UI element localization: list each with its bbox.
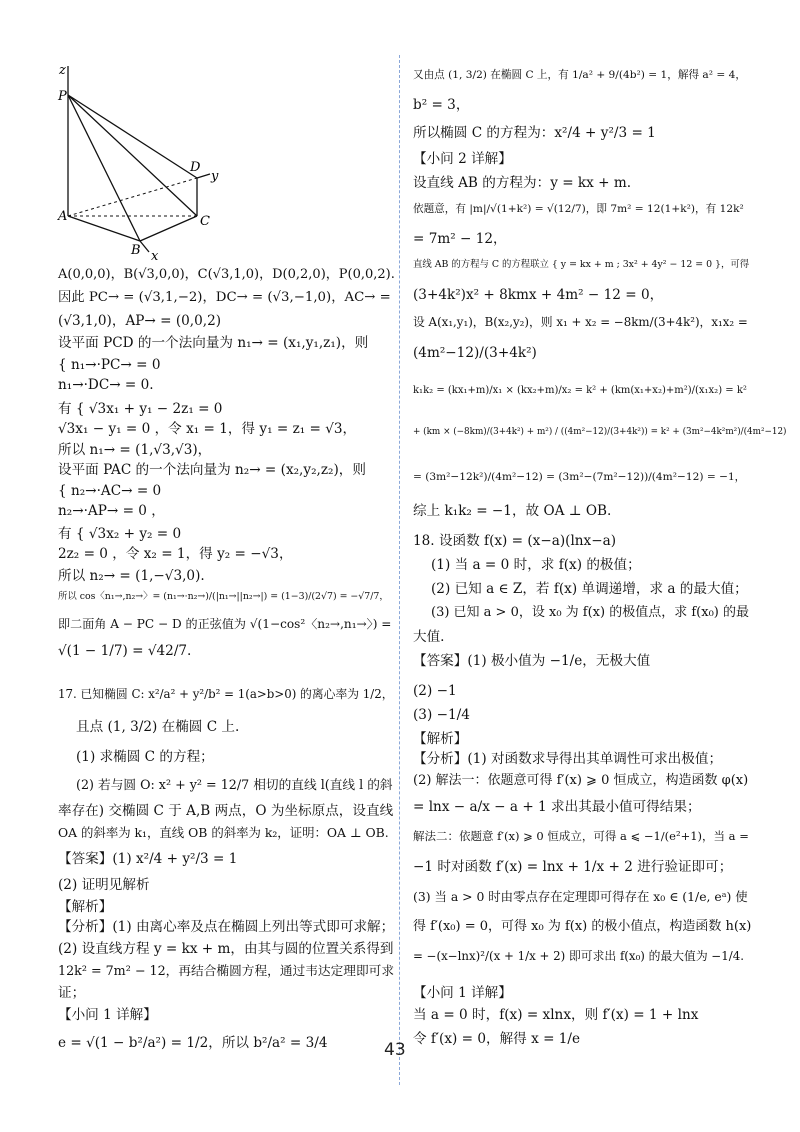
- text-line: 2z₂ = 0 ，令 x₂ = 1，得 y₂ = −√3，: [58, 546, 293, 562]
- text-line: 【小问 1 详解】: [413, 985, 512, 1001]
- text-line: e = √(1 − b²/a²) = 1/2，所以 b²/a² = 3/4: [58, 1035, 328, 1051]
- text-line: (1) 当 a = 0 时，求 f(x) 的极值；: [431, 557, 641, 573]
- label-x: x: [151, 249, 159, 263]
- text-line: 直线 AB 的方程与 C 的方程联立 { y = kx + m ; 3x² + 4y² − 12 = 0 }，可得: [413, 259, 750, 270]
- text-line: 率存在) 交椭圆 C 于 A,B 两点，O 为坐标原点，设直线: [58, 803, 394, 819]
- text-line: n₁→·DC→ = 0.: [58, 377, 154, 393]
- text-line: = lnx − a/x − a + 1 求出其最小值可得结果；: [413, 799, 701, 815]
- text-line: 即二面角 A − PC − D 的正弦值为 √(1−cos²〈n₂→,n₁→〉) =: [58, 617, 392, 631]
- text-line: 设直线 AB 的方程为：y = kx + m.: [413, 175, 632, 191]
- text-line: 【分析】(1) 对函数求导得出其单调性可求出极值；: [413, 751, 723, 767]
- text-line: −1 时对函数 f′(x) = lnx + 1/x + 2 进行验证即可；: [413, 859, 733, 875]
- text-line: (2) 已知 a ∈ Z，若 f(x) 单调递增，求 a 的最大值；: [431, 581, 748, 597]
- text-line: = −(x−lnx)²/(x + 1/x + 2) 即可求出 f(x₀) 的最大值为 −1/4.: [413, 949, 744, 963]
- text-line: n₂→·AP→ = 0 ，: [58, 503, 165, 519]
- text-line: (3+4k²)x² + 8kmx + 4m² − 12 = 0，: [413, 287, 664, 303]
- text-line: 且点 (1, 3/2) 在椭圆 C 上.: [76, 719, 240, 735]
- text-line: 因此 PC→ = (√3,1,−2)，DC→ = (√3,−1,0)，AC→ =: [58, 290, 391, 305]
- text-line: (2) 设直线方程 y = kx + m，由其与圆的位置关系得到: [58, 941, 394, 957]
- text-line: 【解析】: [58, 899, 113, 915]
- text-line: 大值.: [413, 629, 445, 645]
- text-line: 12k² = 7m² − 12，再结合椭圆方程，通过韦达定理即可求: [58, 963, 395, 978]
- text-line: (3) −1/4: [413, 707, 470, 723]
- text-line: 又由点 (1, 3/2) 在椭圆 C 上，有 1/a² + 9/(4b²) = 1，解得 a² = 4，: [413, 69, 746, 81]
- text-line: 设 A(x₁,y₁)，B(x₂,y₂)，则 x₁ + x₂ = −8km/(3+4k²)，x₁x₂ =: [413, 315, 748, 329]
- text-line: (3) 当 a > 0 时由零点存在定理即可得存在 x₀ ∈ (1/e, eᵃ) 使: [413, 889, 748, 904]
- text-line: 有 { √3x₂ + y₂ = 0: [58, 526, 182, 542]
- text-line: (3) 已知 a > 0，设 x₀ 为 f(x) 的极值点，求 f(x₀) 的最: [431, 605, 749, 620]
- label-D: D: [190, 160, 201, 175]
- text-line: (√3,1,0)，AP→ = (0,0,2): [58, 313, 222, 329]
- text-line: (2) −1: [413, 683, 457, 699]
- text-line: = (3m²−12k²)/(4m²−12) = (3m²−(7m²−12))/(4m²−12) = −1，: [413, 471, 746, 483]
- x-axis: [140, 241, 149, 252]
- text-line: 所以椭圆 C 的方程为：x²/4 + y²/3 = 1: [413, 125, 656, 141]
- label-P: P: [58, 89, 67, 104]
- text-line: 所以 n₂→ = (1,−√3,0).: [58, 568, 205, 584]
- text-line: (2) 若与圆 O: x² + y² = 12/7 相切的直线 l(直线 l 的斜: [76, 777, 393, 792]
- text-line: 有 { √3x₁ + y₁ − 2z₁ = 0: [58, 401, 223, 417]
- text-line: 【小问 2 详解】: [413, 151, 512, 167]
- pyramid-figure: [55, 58, 230, 263]
- text-line: (1) 求椭圆 C 的方程；: [76, 749, 214, 765]
- column-divider: [399, 55, 400, 1085]
- text-line: = 7m² − 12，: [413, 231, 507, 247]
- problem-17-stem: 17. 已知椭圆 C: x²/a² + y²/b² = 1(a>b>0) 的离心率为 1/2，: [58, 687, 394, 701]
- text-line: 得 f′(x₀) = 0，可得 x₀ 为 f(x) 的极小值点，构造函数 h(x): [413, 919, 752, 934]
- label-A: A: [58, 209, 68, 224]
- label-z: z: [59, 63, 66, 78]
- text-line: √3x₁ − y₁ = 0 ，令 x₁ = 1，得 y₁ = z₁ = √3，: [58, 421, 357, 437]
- text-line: 所以 n₁→ = (1,√3,√3)，: [58, 442, 212, 458]
- text-line: + (km × (−8km)/(3+4k²) + m²) / ((4m²−12)/(3+4k²)) = k² + (3m²−4k²m²)/(4m²−12): [413, 427, 787, 437]
- label-y: y: [211, 169, 219, 184]
- label-B: B: [131, 243, 141, 258]
- text-line: b² = 3，: [413, 97, 470, 113]
- text-line: 令 f′(x) = 0，解得 x = 1/e: [413, 1031, 581, 1047]
- text-line: 【分析】(1) 由离心率及点在椭圆上列出等式即可求解；: [58, 919, 395, 935]
- text-line: 解法二：依题意 f′(x) ⩾ 0 恒成立，可得 a ⩽ −1/(e²+1)，当 a =: [413, 829, 749, 843]
- label-C: C: [200, 214, 210, 229]
- text-line: k₁k₂ = (kx₁+m)/x₁ × (kx₂+m)/x₂ = k² + (km(x₁+x₂)+m²)/(x₁x₂) = k²: [413, 385, 747, 396]
- text-line: (4m²−12)/(3+4k²): [413, 345, 537, 361]
- text-line: A(0,0,0)，B(√3,0,0)，C(√3,1,0)，D(0,2,0)，P(0,0,2).: [58, 267, 395, 282]
- answer-heading: 【答案】(1) x²/4 + y²/3 = 1: [58, 851, 238, 867]
- text-line: √(1 − 1/7) = √42/7.: [58, 643, 192, 659]
- text-line: 【解析】: [413, 731, 468, 747]
- text-line: (2) 证明见解析: [58, 877, 150, 893]
- text-line: 依题意，有 |m|/√(1+k²) = √(12/7)，即 7m² = 12(1+k²)，有 12k²: [413, 203, 744, 215]
- text-line: 综上 k₁k₂ = −1，故 OA ⊥ OB.: [413, 503, 612, 519]
- answer-heading: 【答案】(1) 极小值为 −1/e，无极大值: [413, 653, 651, 669]
- text-line: OA 的斜率为 k₁，直线 OB 的斜率为 k₂，证明：OA ⊥ OB.: [58, 825, 389, 840]
- text-line: (2) 解法一：依题意可得 f′(x) ⩾ 0 恒成立，构造函数 φ(x): [413, 773, 749, 788]
- text-line: 所以 cos〈n₁→,n₂→〉= (n₁→·n₂→)/(|n₁→||n₂→|) = (1−3)/(2√7) = −√7/7，: [58, 591, 389, 602]
- text-line: { n₂→·AC→ = 0: [58, 483, 162, 499]
- text-line: 设平面 PAC 的一个法向量为 n₂→ = (x₂,y₂,z₂)，则: [58, 462, 366, 478]
- text-line: 当 a = 0 时，f(x) = xlnx，则 f′(x) = 1 + lnx: [413, 1007, 699, 1023]
- text-line: 证；: [58, 985, 86, 1001]
- text-line: 【小问 1 详解】: [58, 1007, 157, 1023]
- problem-18-stem: 18. 设函数 f(x) = (x−a)(lnx−a): [413, 533, 617, 549]
- text-line: 设平面 PCD 的一个法向量为 n₁→ = (x₁,y₁,z₁)，则: [58, 335, 369, 351]
- page-number: 43: [384, 1040, 406, 1060]
- text-line: { n₁→·PC→ = 0: [58, 357, 161, 373]
